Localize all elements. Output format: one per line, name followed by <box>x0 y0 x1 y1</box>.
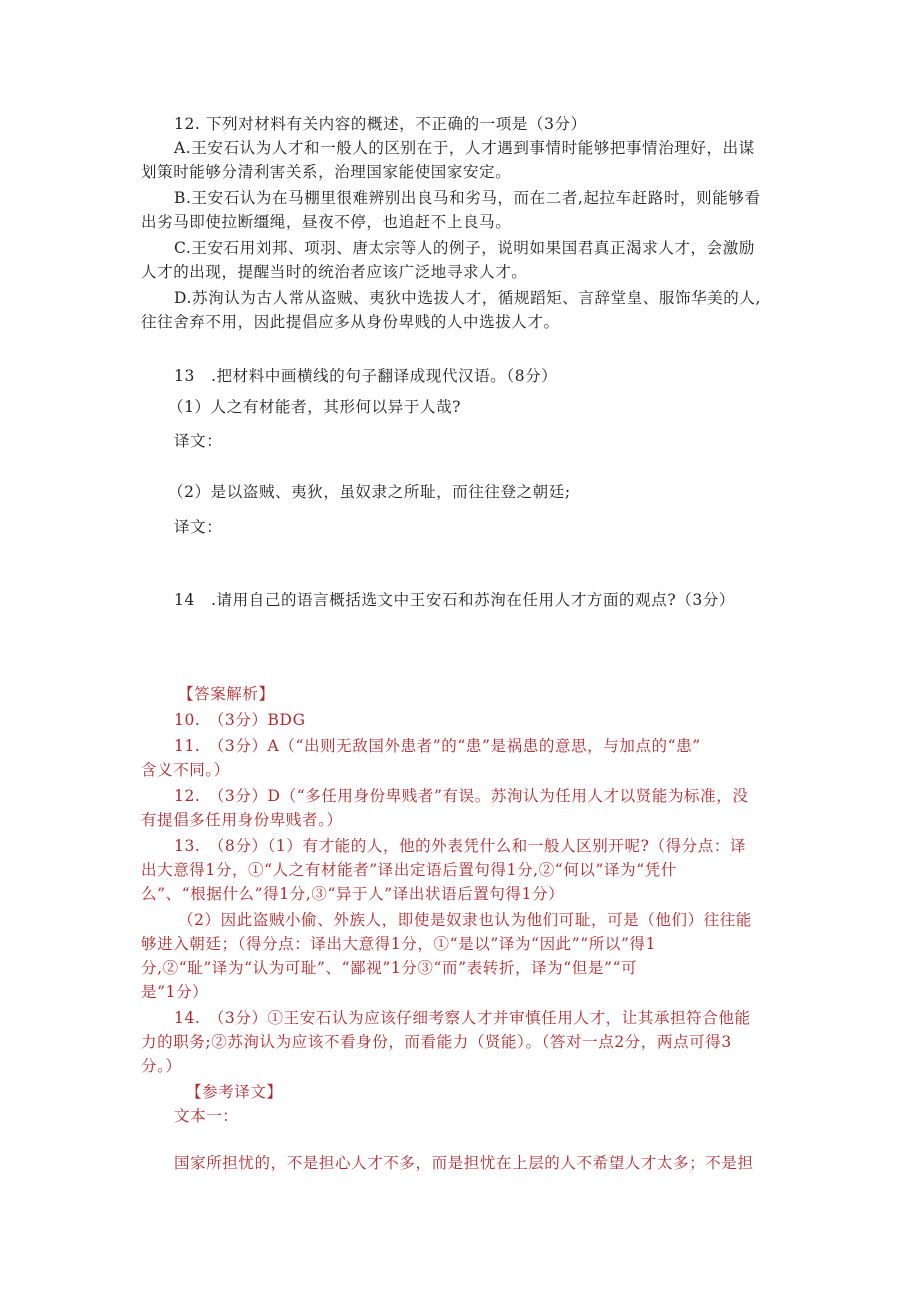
answer-13-line5: 够进入朝廷；（得分点：译出大意得1分，①“是以”译为“因此”“所以”得1 <box>141 935 657 953</box>
answer-12-line2: 有提倡多任用身份卑贱者。） <box>141 811 343 829</box>
answer-11-line2: 含义不同。） <box>141 761 230 779</box>
q12-option-a-line1: A.王安石认为人才和一般人的区别在于，人才遇到事情时能够把事情治理好，出谋 <box>174 139 755 157</box>
q13-translation-label-1: 译文： <box>174 432 223 450</box>
answer-12-line1: 12. （3分）D（“多任用身份卑贱者”有误。苏洵认为任用人才以贤能为标准，没 <box>174 787 749 805</box>
answer-13-line3: 么”、“根据什么”得1分,③“异于人”译出状语后置句得1分） <box>141 885 565 903</box>
answers-header: 【答案解析】 <box>178 685 275 703</box>
answer-14-line2: 力的职务;②苏洵认为应该不看身份，而看能力（贤能）。（答对一点2分，两点可得3 <box>141 1033 732 1051</box>
q13-translation-label-2: 译文： <box>174 518 223 536</box>
q12-option-a-line2: 划策时能够分清利害关系，治理国家能使国家安定。 <box>141 163 512 181</box>
answer-13-line6: 分,②“耻”译为“认为可耻”、“鄙视”1分③“而”表转折，译为“但是”“可 <box>141 959 638 977</box>
q14-stem: 14 .请用自己的语言概括选文中王安石和苏洵在任用人才方面的观点?（3分） <box>174 591 736 609</box>
answer-14-line3: 分。） <box>141 1057 182 1075</box>
answer-14-line1: 14. （3分）①王安石认为应该仔细考察人才并审慎任用人才，让其承担符合他能 <box>174 1009 751 1027</box>
q12-option-c-line1: C.王安石用刘邦、项羽、唐太宗等人的例子，说明如果国君真正渴求人才，会激励 <box>174 239 755 257</box>
answer-13-line1: 13. （8分）（1）有才能的人，他的外表凭什么和一般人区别开呢?（得分点：译 <box>174 837 747 855</box>
q12-option-c-line2: 人才的出现，提醒当时的统治者应该广泛地寻求人才。 <box>141 263 528 281</box>
answer-13-line2: 出大意得1分，①“人之有材能者”译出定语后置句得1分,②“何以”译为“凭什 <box>141 861 677 879</box>
answer-10: 10. （3分）BDG <box>174 711 306 729</box>
q12-option-d-line2: 往往舍弃不用，因此提倡应多从身份卑贱的人中选拔人才。 <box>141 313 560 331</box>
answer-13-line7: 是”1分） <box>141 983 209 1001</box>
answer-11-line1: 11. （3分）A（“出则无敌国外患者”的“患”是祸患的意思，与加点的“患” <box>174 737 701 755</box>
reference-translation-header: 【参考译文】 <box>186 1083 283 1101</box>
q13-stem: 13 .把材料中画横线的句子翻译成现代汉语。（8分） <box>174 367 558 385</box>
reference-paragraph-1: 国家所担忧的，不是担心人才不多，而是担忧在上层的人不希望人才太多；不是担 <box>174 1154 754 1172</box>
q12-option-d-line1: D.苏洵认为古人常从盗贼、夷狄中选拔人才，循规蹈矩、言辞堂皇、服饰华美的人, <box>174 289 762 307</box>
q12-stem: 12. 下列对材料有关内容的概述，不正确的一项是（3分） <box>174 115 587 133</box>
q13-sentence-1: （1）人之有材能者，其形何以异于人哉? <box>168 398 462 416</box>
q12-option-b-line2: 出劣马即使拉断缰绳，昼夜不停，也追赶不上良马。 <box>141 213 512 231</box>
q12-option-b-line1: B.王安石认为在马棚里很难辨别出良马和劣马，而在二者,起拉车赶路时，则能够看 <box>174 189 761 207</box>
q13-sentence-2: （2）是以盗贼、夷狄，虽奴隶之所耻，而往往登之朝廷; <box>168 483 571 501</box>
answer-13-line4: （2）因此盗贼小偷、外族人，即使是奴隶也认为他们可耻，可是（他们）往往能 <box>178 911 752 929</box>
reference-text-one-label: 文本一： <box>174 1107 239 1125</box>
